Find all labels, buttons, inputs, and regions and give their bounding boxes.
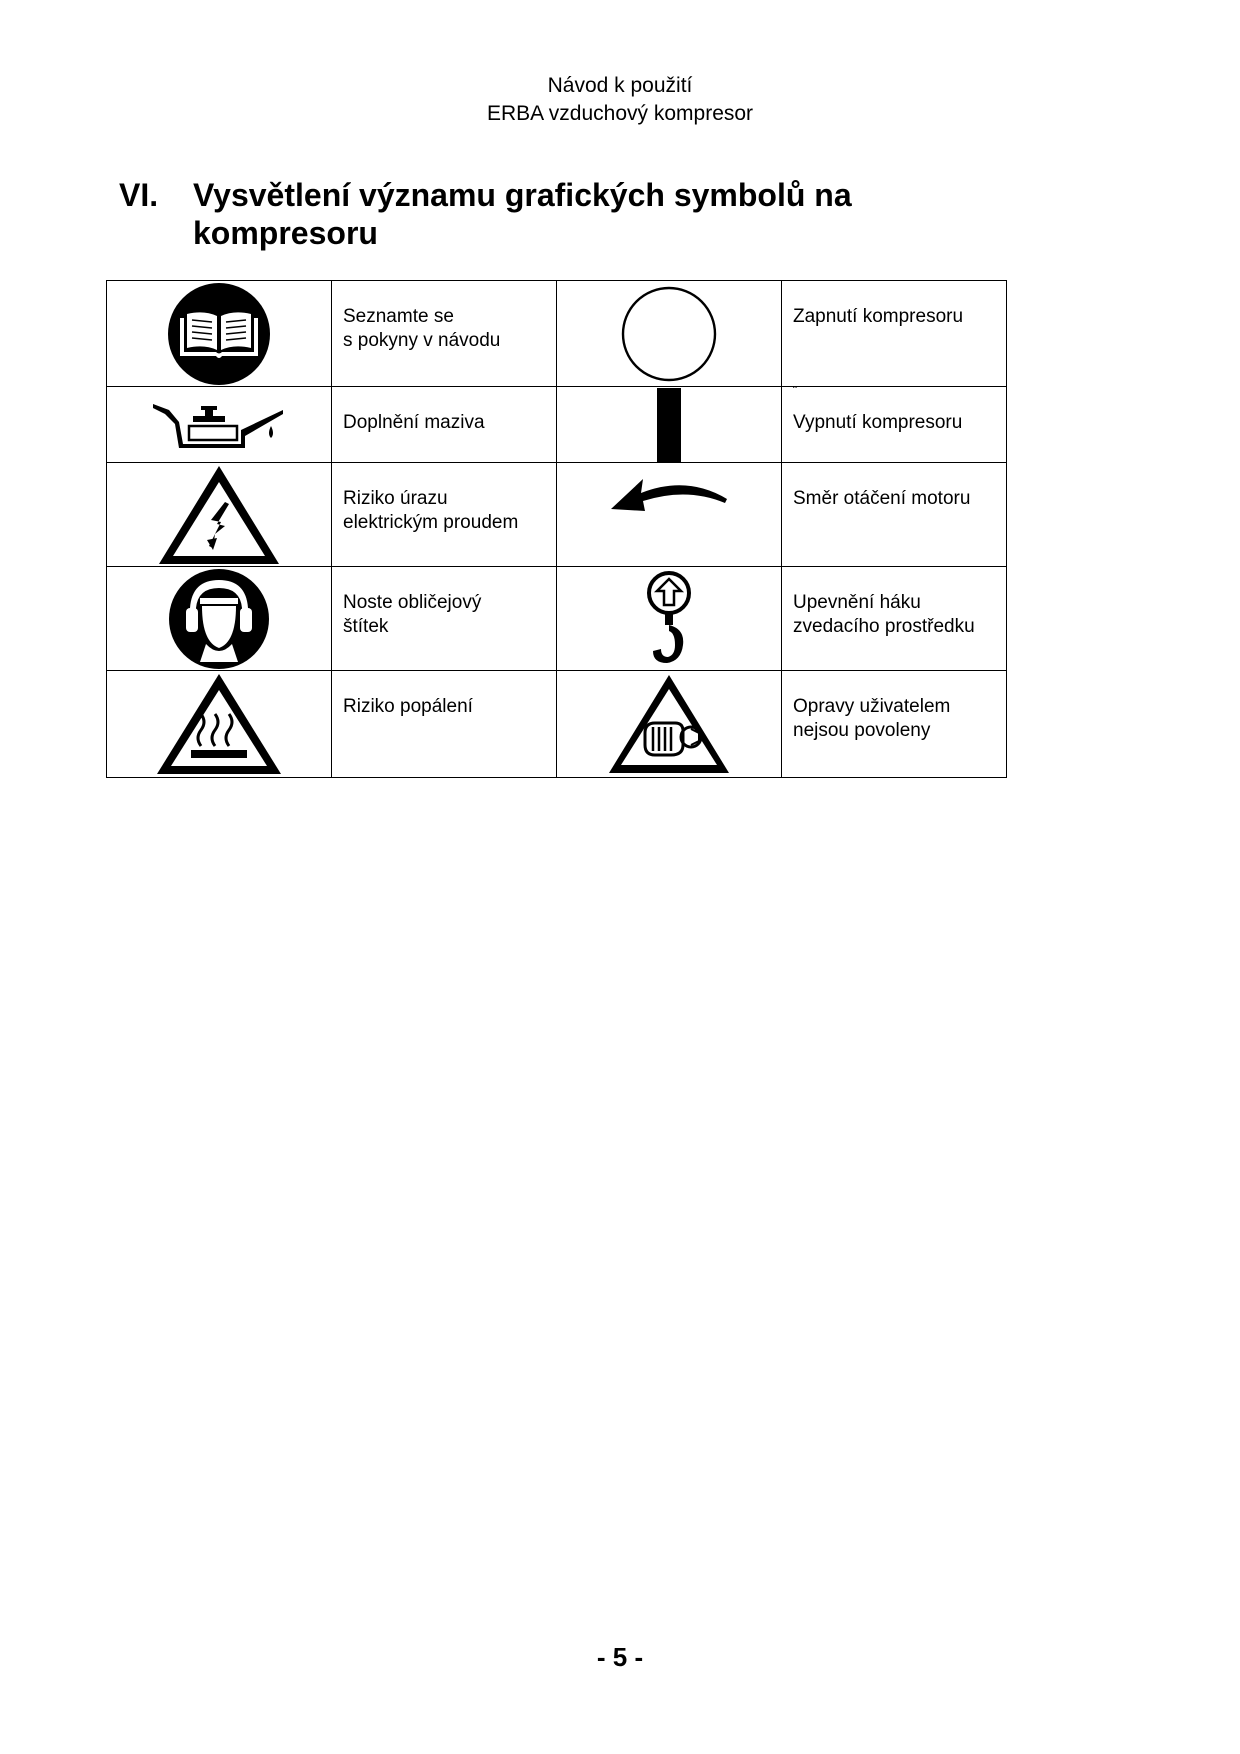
symbol-cell bbox=[107, 387, 332, 463]
symbol-cell bbox=[557, 567, 782, 671]
face-shield-icon bbox=[166, 568, 272, 670]
page-number: - 5 - bbox=[596, 1642, 644, 1672]
symbol-cell bbox=[557, 671, 782, 778]
symbol-label: Doplnění maziva bbox=[343, 412, 485, 433]
table-row bbox=[107, 281, 1007, 387]
symbol-cell bbox=[107, 281, 332, 387]
table-row bbox=[107, 671, 1007, 778]
symbol-label-cell bbox=[782, 463, 1007, 567]
symbol-label: Opravy uživatelem nejsou povoleny bbox=[793, 696, 951, 741]
oil-can-icon bbox=[149, 400, 289, 450]
symbol-label: Upevnění háku zvedacího prostředku bbox=[793, 592, 975, 637]
symbol-label-cell bbox=[332, 671, 557, 778]
symbol-cell bbox=[557, 281, 782, 387]
table-row bbox=[107, 463, 1007, 567]
symbol-label-cell bbox=[332, 387, 557, 463]
table-row bbox=[107, 387, 1007, 463]
symbol-cell bbox=[107, 671, 332, 778]
document-header bbox=[0, 72, 1240, 128]
lifting-hook-icon bbox=[639, 571, 699, 667]
symbol-label-cell bbox=[332, 463, 557, 567]
symbol-label: Seznamte se s pokyny v návodu bbox=[343, 306, 501, 351]
electric-hazard-icon bbox=[157, 464, 281, 566]
header-product-name: ERBA vzduchový kompresor bbox=[486, 102, 754, 125]
symbol-label-cell bbox=[332, 567, 557, 671]
symbol-label: Zapnutí kompresoru bbox=[793, 306, 964, 327]
stray-mark: ¨ bbox=[793, 384, 797, 398]
read-manual-icon bbox=[164, 282, 274, 386]
symbol-label: Vypnutí kompresoru bbox=[793, 412, 963, 433]
symbol-label-cell bbox=[332, 281, 557, 387]
symbols-table bbox=[106, 280, 1007, 778]
symbol-label: Noste obličejový štítek bbox=[343, 592, 482, 637]
power-off-icon bbox=[649, 388, 689, 462]
symbol-label-cell bbox=[782, 384, 1007, 463]
symbol-cell bbox=[107, 463, 332, 567]
rotation-arrow-icon bbox=[607, 465, 731, 523]
no-user-repair-icon bbox=[607, 673, 731, 775]
symbol-cell bbox=[107, 567, 332, 671]
table-row bbox=[107, 567, 1007, 671]
symbol-label: Riziko úrazu elektrickým proudem bbox=[343, 488, 519, 533]
symbol-label-cell bbox=[782, 281, 1007, 387]
header-manual-title: Návod k použití bbox=[547, 74, 693, 97]
symbol-label: Riziko popálení bbox=[343, 696, 473, 717]
symbol-label: Směr otáčení motoru bbox=[793, 488, 971, 509]
symbol-cell bbox=[557, 463, 782, 567]
hot-surface-icon bbox=[155, 672, 283, 776]
symbol-label-cell bbox=[782, 671, 1007, 778]
symbol-label-cell bbox=[782, 567, 1007, 671]
section-number: VI. bbox=[119, 177, 159, 213]
power-on-icon bbox=[619, 284, 719, 384]
symbol-cell bbox=[557, 387, 782, 463]
section-title: Vysvětlení významu grafických symbolů na kompresoru bbox=[193, 177, 852, 251]
